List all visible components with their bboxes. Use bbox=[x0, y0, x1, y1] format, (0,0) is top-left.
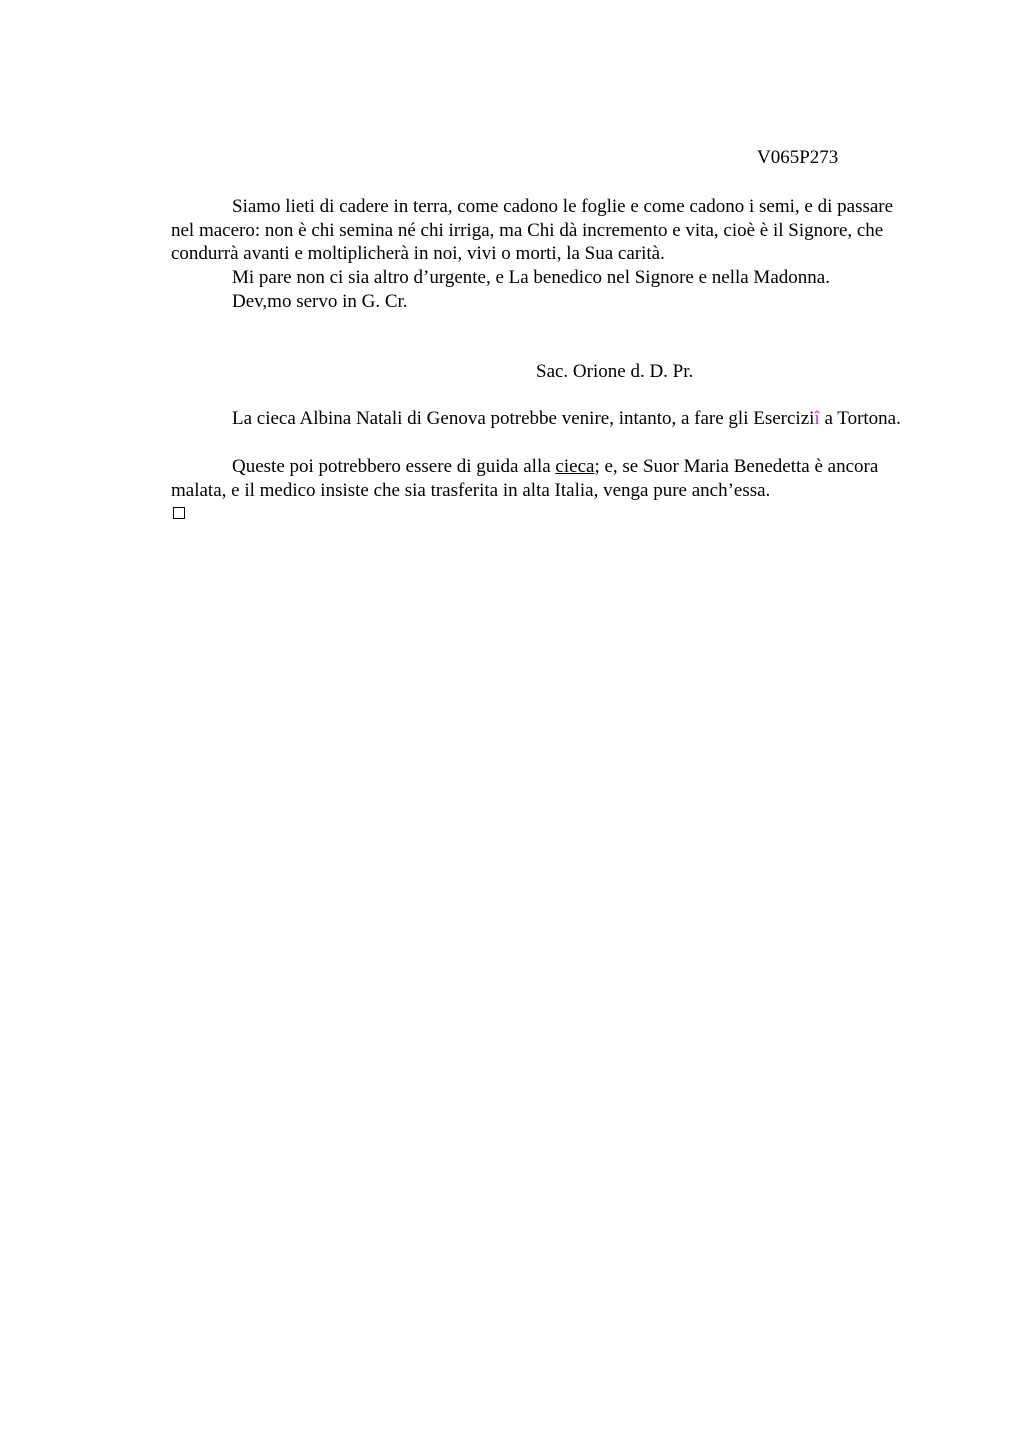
postscript-text-4: ; e, se Suor Maria Benedetta è ancora malata, e il medico insiste che sia trasferita in alta Italia, venga pure anch’essa. bbox=[171, 456, 879, 501]
page-reference: V065P273 bbox=[757, 147, 839, 168]
highlighted-accent-character: î bbox=[814, 408, 820, 429]
end-of-document-box-icon bbox=[173, 507, 185, 519]
postscript-paragraph-2 bbox=[171, 455, 911, 502]
closing-salutation: Dev,mo servo in G. Cr. bbox=[232, 291, 408, 312]
underlined-word: cieca bbox=[555, 456, 595, 477]
paragraph-2: Mi pare non ci sia altro d’urgente, e La benedico nel Signore e nella Madonna. bbox=[232, 267, 830, 288]
paragraph-1: Siamo lieti di cadere in terra, come cadono le foglie e come cadono i semi, e di passare nel macero: non è chi semina né chi irriga, ma Chi dà incremento e vita, cioè è il Signore, che condurrà avanti e moltiplicherà in noi, vivi o morti, la Sua carità. bbox=[171, 196, 894, 264]
signature: Sac. Orione d. D. Pr. bbox=[536, 361, 694, 382]
postscript-text-2: a Tortona. bbox=[819, 408, 901, 429]
postscript-text-3: Queste poi potrebbero essere di guida alla bbox=[232, 456, 556, 477]
postscript-text-1: La cieca Albina Natali di Genova potrebbe venire, intanto, a fare gli Esercizi bbox=[232, 408, 815, 429]
postscript-paragraph-1 bbox=[171, 407, 911, 431]
